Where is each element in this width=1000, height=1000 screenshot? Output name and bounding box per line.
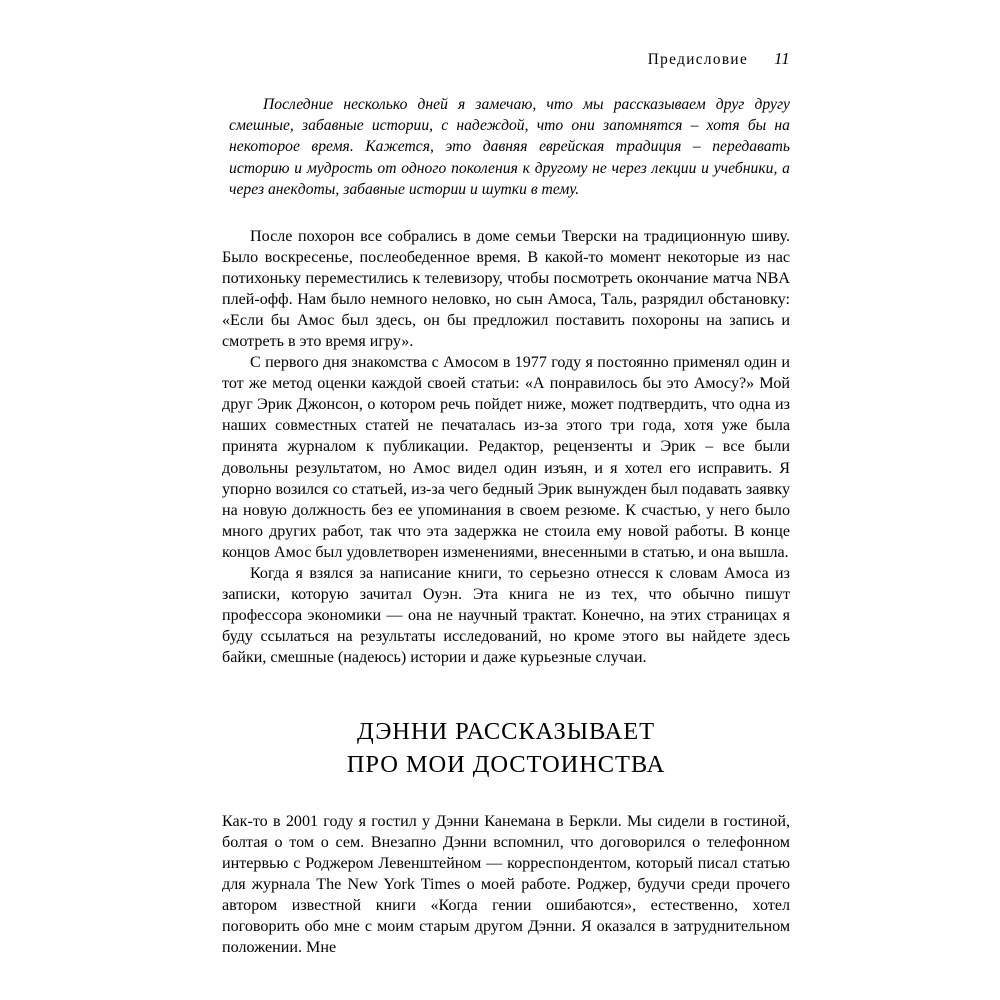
epigraph-text: Последние несколько дней я замечаю, что мы рассказываем друг другу смешные, забавные истории, с надеждой, что они запомнятся – хотя бы на некоторое время. Кажется, это давняя еврейская традиция – передавать историю и мудрость от одного поколения к другому не через лекции и учебники, а через анекдоты, забавные истории и шутки в тему. <box>229 96 790 198</box>
body-paragraphs <box>222 226 790 668</box>
body-paragraph: С первого дня знакомства с Амосом в 1977 году я постоянно применял один и тот же метод оценки каждой своей статьи: «А понравилось бы это Амосу?» Мой друг Эрик Джонсон, о котором речь пойдет ниже, может подтвердить, что одна из наших совместных статей не печаталась из-за этого три года, хотя уже была принята журналом к публикации. Редактор, рецензенты и Эрик – все были довольны результатом, но Амос видел один изъян, и я хотел его исправить. Я упорно возился со статьей, из-за чего бедный Эрик вынужден был подавать заявку на новую должность без ее упоминания в своем резюме. К счастью, у него было много других работ, так что эта задержка не стоила ему новой работы. В конце концов Амос был удовлетворен изменениями, внесенными в статью, и она вышла. <box>222 354 790 561</box>
running-head-chapter-title: Предисловие <box>647 51 749 68</box>
tail-paragraphs <box>222 811 790 958</box>
body-paragraph: После похорон все собрались в доме семьи Тверски на традиционную шиву. Было воскресенье, послеобеденное время. В какой-то момент некоторые из нас потихоньку переместились к телевизору, чтобы посмотреть окончание матча NBA плей-офф. Нам было немного неловко, но сын Амоса, Таль, разрядил обстановку: «Если бы Амос был здесь, он бы предложил поставить похороны на запись и смотреть в это время игру». <box>222 228 790 351</box>
text-column <box>222 94 790 958</box>
section-heading-line-2: ПРО МОИ ДОСТОИНСТВА <box>346 751 666 778</box>
page-number: 11 <box>774 49 790 68</box>
body-paragraph: Как-то в 2001 году я гостил у Дэнни Канемана в Беркли. Мы сидели в гостиной, болтая о том о сем. Внезапно Дэнни вспомнил, что договорился о телефонном интервью с Роджером Левенштейном — корреспондентом, который писал статью для журнала The New York Times о моей работе. Роджер, будучи среди прочего автором известной книги «Когда гении ошибаются», естественно, хотел поговорить обо мне с моим старым другом Дэнни. Я оказался в затруднительном положении. Мне <box>222 813 790 957</box>
section-heading-line-1: ДЭННИ РАССКАЗЫВАЕТ <box>356 718 656 745</box>
running-head <box>222 49 790 70</box>
section-heading <box>222 668 790 811</box>
body-paragraph: Когда я взялся за написание книги, то серьезно отнесся к словам Амоса из записки, которую зачитал Оуэн. Эта книга не из тех, что обычно пишут профессора экономики — она не научный трактат. Конечно, на этих страницах я буду ссылаться на результаты исследований, но кроме этого вы найдете здесь байки, смешные (надеюсь) истории и даже курьезные случаи. <box>222 564 790 666</box>
